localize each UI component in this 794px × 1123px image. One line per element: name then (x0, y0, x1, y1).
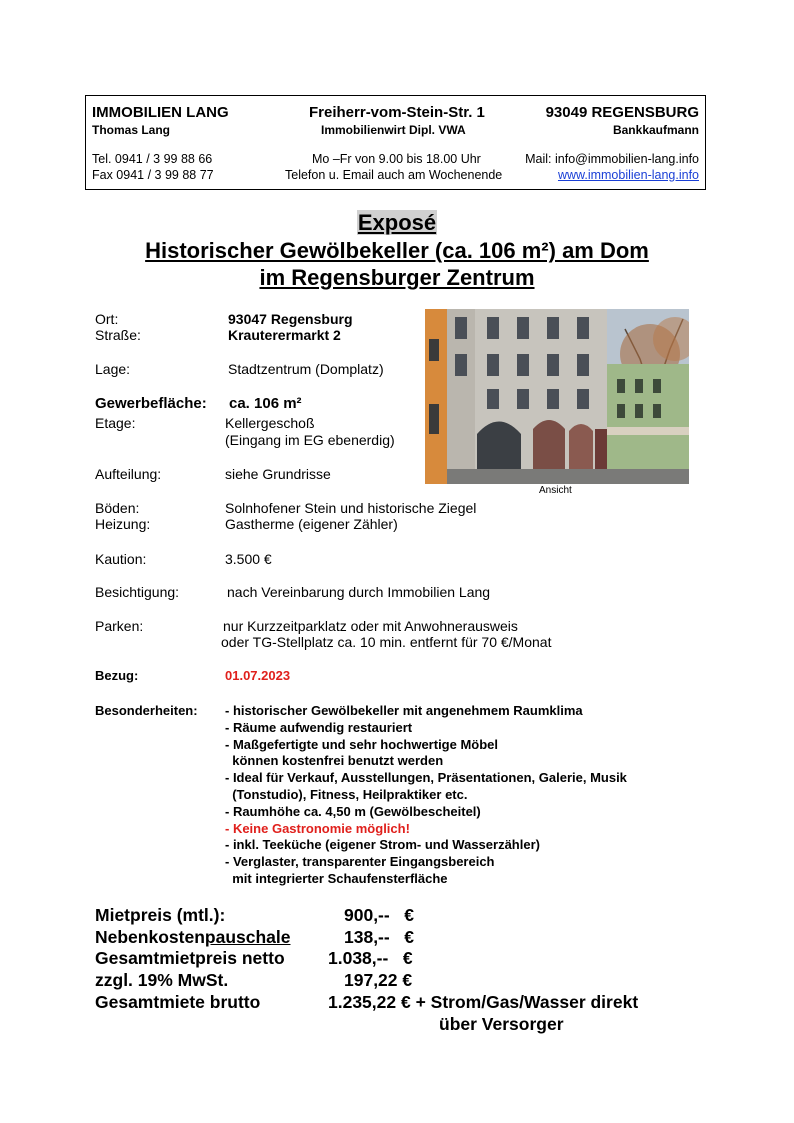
netto-label: Gesamtmietpreis netto (95, 948, 285, 968)
aufteilung-value: siehe Grundrisse (225, 466, 331, 482)
brutto-note: über Versorger (439, 1014, 564, 1034)
website-link[interactable]: www.immobilien-lang.info (557, 168, 699, 182)
building-photo (425, 309, 689, 484)
besichtigung-value: nach Vereinbarung durch Immobilien Lang (227, 584, 491, 600)
bezug-label: Bezug: (95, 668, 139, 683)
etage-value: Kellergeschoß (225, 415, 315, 431)
parken-value: nur Kurzzeitparklatz oder mit Anwohnerausweis (223, 618, 518, 634)
flaeche-value: ca. 106 m² (229, 395, 302, 412)
boeden-label: Böden: (95, 500, 140, 516)
company-street: Freiherr-vom-Stein-Str. 1 (309, 104, 485, 121)
owner-qualification-2: Bankkaufmann (612, 123, 699, 137)
owner-name: Thomas Lang (92, 123, 171, 137)
parken-value-2: oder TG-Stellplatz ca. 10 min. entfernt für 70 €/Monat (221, 634, 552, 650)
nebenkosten-label-a: Nebenkosten (95, 927, 205, 947)
list-item: - inkl. Teeküche (eigener Strom- und Wasserzähler) (225, 837, 540, 853)
lage-label: Lage: (95, 361, 131, 377)
title-line-1: Historischer Gewölbekeller (ca. 106 m²) am Dom (145, 238, 649, 263)
kaution-label: Kaution: (95, 551, 147, 567)
ort-label: Ort: (95, 311, 119, 327)
nebenkosten-label (95, 927, 291, 948)
nebenkosten-value: 138,-- € (344, 927, 415, 947)
boeden-value: Solnhofener Stein und historische Ziegel (225, 500, 477, 516)
besichtigung-label: Besichtigung: (95, 584, 180, 600)
ort-value: 93047 Regensburg (228, 311, 353, 327)
brutto-label: Gesamtmiete brutto (95, 992, 261, 1012)
mietpreis-value: 900,-- € (344, 905, 415, 925)
flaeche-label: Gewerbefläche: (95, 395, 207, 412)
bezug-date: 01.07.2023 (225, 668, 291, 683)
owner-qualification: Immobilienwirt Dipl. VWA (321, 123, 466, 137)
list-item: mit integrierter Schaufensterfläche (225, 870, 448, 886)
heizung-value: Gastherme (eigener Zähler) (225, 516, 398, 532)
list-item: können kostenfrei benutzt werden (225, 753, 444, 769)
etage-note: (Eingang im EG ebenerdig) (225, 432, 395, 448)
list-item: - historischer Gewölbekeller mit angenehmem Raumklima (225, 703, 583, 718)
photo-caption: Ansicht (539, 485, 572, 496)
kaution-value: 3.500 € (225, 551, 272, 567)
aufteilung-label: Aufteilung: (95, 466, 162, 482)
office-hours: Mo –Fr von 9.00 bis 18.00 Uhr (312, 152, 481, 166)
list-item: - Maßgefertigte und sehr hochwertige Möbel (225, 736, 499, 752)
email-address[interactable]: Mail: info@immobilien-lang.info (525, 152, 699, 166)
mwst-value: 197,22 € (344, 970, 413, 990)
expose-heading (0, 210, 794, 236)
weekend-note: Telefon u. Email auch am Wochenende (285, 168, 503, 182)
phone-number: Tel. 0941 / 3 99 88 66 (92, 152, 213, 166)
brutto-value: 1.235,22 € + Strom/Gas/Wasser direkt (328, 992, 639, 1012)
strasse-label: Straße: (95, 327, 141, 343)
list-item: - Verglaster, transparenter Eingangsbereich (225, 854, 495, 870)
fax-number: Fax 0941 / 3 99 88 77 (92, 168, 214, 182)
mietpreis-label: Mietpreis (mtl.): (95, 905, 226, 925)
expose-label: Exposé (357, 210, 437, 235)
list-item: - Räume aufwendig restauriert (225, 719, 413, 735)
list-item: - Raumhöhe ca. 4,50 m (Gewölbescheitel) (225, 803, 481, 819)
list-item: (Tonstudio), Fitness, Heilpraktiker etc. (225, 786, 468, 802)
list-item: - Ideal für Verkauf, Ausstellungen, Präsentationen, Galerie, Musik (225, 770, 627, 786)
strasse-value: Krauterermarkt 2 (228, 327, 341, 343)
netto-value: 1.038,-- € (328, 948, 413, 968)
title-line-2: im Regensburger Zentrum (259, 265, 535, 290)
etage-label: Etage: (95, 415, 136, 431)
besonderheiten-label: Besonderheiten: (95, 703, 198, 718)
company-city: 93049 REGENSBURG (545, 104, 699, 121)
list-item-warning: - Keine Gastronomie möglich! (225, 820, 410, 836)
lage-value: Stadtzentrum (Domplatz) (228, 361, 384, 377)
letterhead-box (85, 95, 706, 190)
heizung-label: Heizung: (95, 516, 151, 532)
besonderheiten-list (225, 703, 627, 888)
mwst-label: zzgl. 19% MwSt. (95, 970, 229, 990)
company-name: IMMOBILIEN LANG (92, 104, 229, 121)
nebenkosten-label-b: pauschale (204, 927, 291, 947)
parken-label: Parken: (95, 618, 144, 634)
